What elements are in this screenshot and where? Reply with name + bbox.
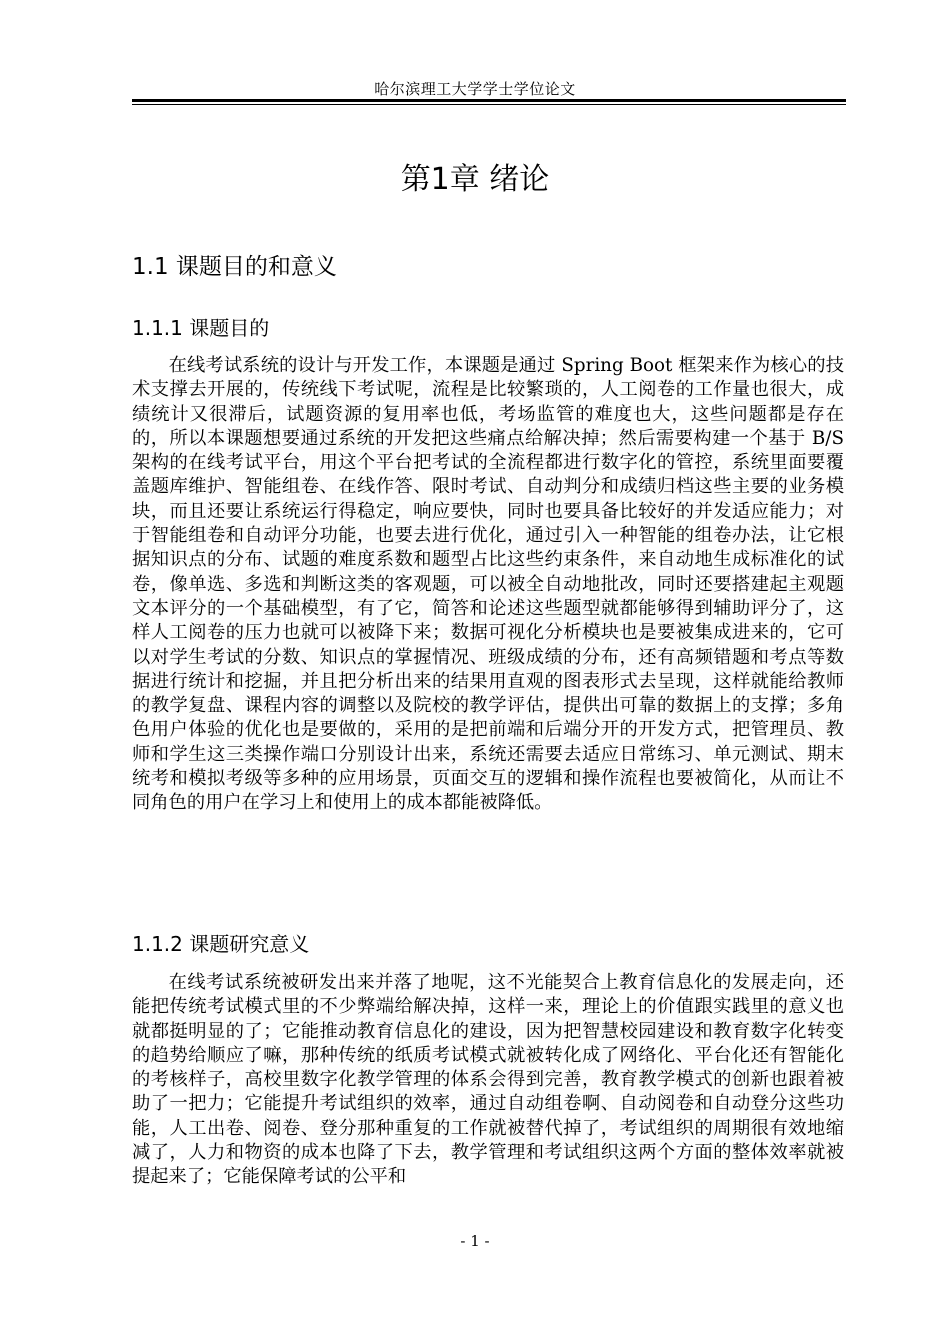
header-rule-thick (132, 99, 846, 102)
subsection-heading-significance: 1.1.2 课题研究意义 (132, 932, 310, 956)
section-heading: 1.1 课题目的和意义 (132, 254, 337, 280)
running-header: 哈尔滨理工大学学士学位论文 (374, 80, 576, 98)
header-rule-thin (132, 104, 846, 105)
paragraph-purpose: 在线考试系统的设计与开发工作，本课题是通过 Spring Boot 框架来作为核心的技术支撑去开展的，传统线下考试呢，流程是比较繁琐的，人工阅卷的工作量也很大，成绩统计又很滞后，试题资源的复用率也低，考场监管的难度也大，这些问题都是存在的，所以本课题想要通过系统的开发把这些痛点给解决掉；然后需要构建一个基于 B/S 架构的在线考试平台，用这个平台把考试的全流程都进行数字化的管控，系统里面要覆盖题库维护、智能组卷、在线作答、限时考试、自动判分和成绩归档这些主要的业务模块，而且还要让系统运行得稳定，响应要快，同时也要具备比较好的并发适应能力；对于智能组卷和自动评分功能，也要去进行优化，通过引入一种智能的组卷办法，让它根据知识点的分布、试题的难度系数和题型占比这些约束条件，来自动地生成标准化的试卷，像单选、多选和判断这类的客观题，可以被全自动地批改，同时还要搭建起主观题文本评分的一个基础模型，有了它，简答和论述这些题型就都能够得到辅助评分了，这样人工阅卷的压力也就可以被降下来；数据可视化分析模块也是要被集成进来的，它可以对学生考试的分数、知识点的掌握情况、班级成绩的分布，还有高频错题和考点等数据进行统计和挖掘，并且把分析出来的结果用直观的图表形式去呈现，这样就能给教师的教学复盘、课程内容的调整以及院校的教学评估，提供出可靠的数据上的支撑；多角色用户体验的优化也是要做的，采用的是把前端和后端分开的开发方式，把管理员、教师和学生这三类操作端口分别设计出来，系统还需要去适应日常练习、单元测试、期末统考和模拟考级等多种的应用场景，页面交互的逻辑和操作流程也要被简化，从而让不同角色的用户在学习上和使用上的成本都能被降低。 (132, 355, 844, 814)
page-number: - 1 - (460, 1232, 490, 1250)
subsection-heading-purpose: 1.1.1 课题目的 (132, 316, 270, 340)
paragraph-significance: 在线考试系统被研发出来并落了地呢，这不光能契合上教育信息化的发展走向，还能把传统考试模式里的不少弊端给解决掉，这样一来，理论上的价值跟实践里的意义也就都挺明显的了；它能推动教育信息化的建设，因为把智慧校园建设和教育数字化转变的趋势给顺应了嘛，那种传统的纸质考试模式就被转化成了网络化、平台化还有智能化的考核样子，高校里数字化教学管理的体系会得到完善，教育教学模式的创新也跟着被助了一把力；它能提升考试组织的效率，通过自动组卷啊、自动阅卷和自动登分这些功能，人工出卷、阅卷、登分那种重复的工作就被替代掉了，考试组织的周期很有效地缩减了，人力和物资的成本也降了下去，教学管理和考试组织这两个方面的整体效率就被提起来了；它能保障考试的公平和 (132, 972, 844, 1188)
chapter-title: 第1章 绪论 (400, 162, 550, 197)
